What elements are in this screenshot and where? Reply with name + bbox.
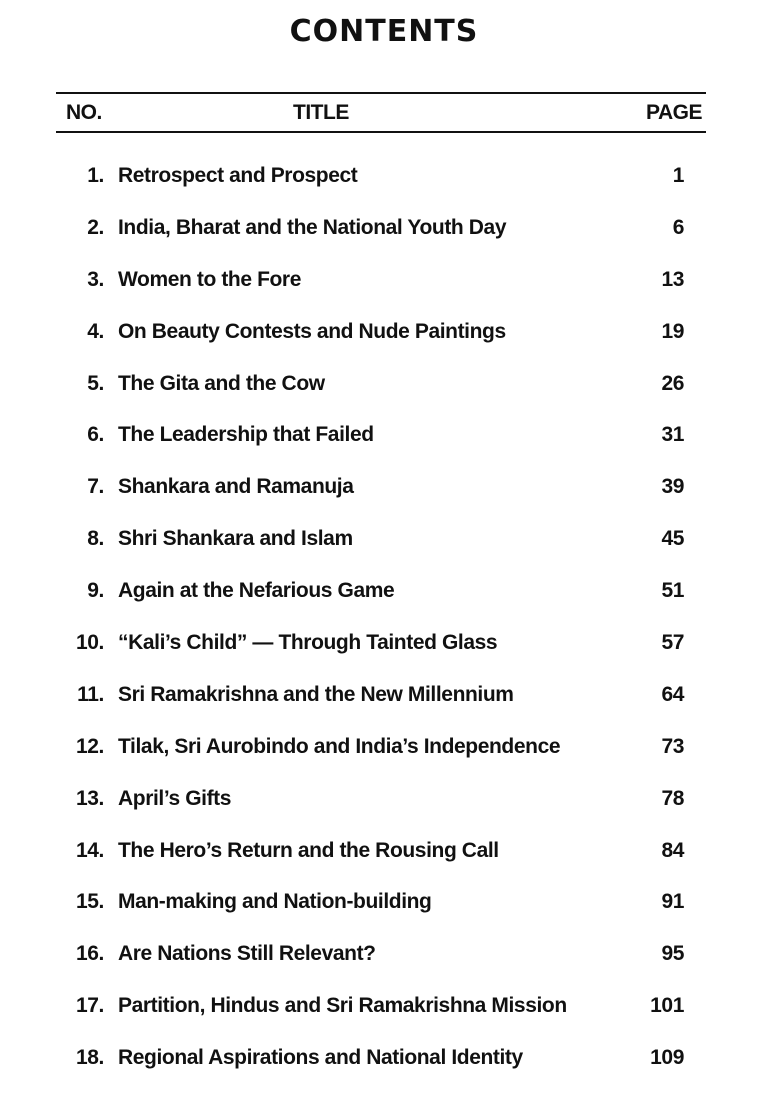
entry-page: 45 bbox=[661, 527, 684, 551]
entry-page: 64 bbox=[661, 682, 684, 706]
entry-title: Man-making and Nation-building bbox=[118, 890, 432, 914]
contents-entry bbox=[0, 419, 780, 471]
header-bottom-rule bbox=[56, 131, 706, 133]
entry-number: 2. bbox=[87, 215, 104, 239]
entry-title: Are Nations Still Relevant? bbox=[118, 942, 376, 966]
entry-page: 39 bbox=[661, 475, 684, 499]
contents-entry bbox=[0, 627, 780, 679]
contents-entry bbox=[0, 679, 780, 731]
header-page: PAGE bbox=[646, 101, 702, 124]
contents-entry bbox=[0, 835, 780, 887]
entry-title: April’s Gifts bbox=[118, 786, 232, 810]
entry-page: 78 bbox=[661, 786, 684, 810]
entry-page: 26 bbox=[661, 371, 684, 395]
entry-page: 95 bbox=[661, 942, 684, 966]
contents-entry bbox=[0, 731, 780, 783]
contents-entry bbox=[0, 886, 780, 938]
contents-entry bbox=[0, 1042, 780, 1094]
entry-page: 6 bbox=[672, 215, 684, 239]
entry-page: 84 bbox=[661, 838, 684, 862]
entry-page: 91 bbox=[661, 890, 684, 914]
entry-title: On Beauty Contests and Nude Paintings bbox=[118, 319, 506, 343]
contents-entry bbox=[0, 575, 780, 627]
entry-number: 13. bbox=[76, 786, 104, 810]
entry-number: 16. bbox=[76, 942, 104, 966]
entry-title: Shri Shankara and Islam bbox=[118, 527, 353, 551]
contents-entry bbox=[0, 990, 780, 1042]
entry-title: Sri Ramakrishna and the New Millennium bbox=[118, 682, 514, 706]
entry-page: 13 bbox=[661, 267, 684, 291]
contents-entry bbox=[0, 471, 780, 523]
entry-number: 5. bbox=[87, 371, 104, 395]
entry-title: The Leadership that Failed bbox=[118, 423, 374, 447]
entry-number: 1. bbox=[87, 164, 104, 187]
header-no: NO. bbox=[66, 101, 102, 124]
entry-page: 31 bbox=[661, 423, 684, 447]
entry-title: “Kali’s Child” — Through Tainted Glass bbox=[118, 631, 498, 655]
contents-entry bbox=[0, 783, 780, 835]
entry-title: Partition, Hindus and Sri Ramakrishna Mission bbox=[118, 994, 567, 1018]
entry-number: 3. bbox=[87, 267, 104, 291]
entry-title: The Gita and the Cow bbox=[118, 371, 325, 395]
entry-page: 109 bbox=[650, 1046, 684, 1070]
contents-entry bbox=[0, 523, 780, 575]
entry-page: 101 bbox=[650, 994, 684, 1018]
entry-number: 11. bbox=[77, 682, 104, 706]
entry-title: Regional Aspirations and National Identity bbox=[118, 1046, 523, 1070]
entry-title: The Hero’s Return and the Rousing Call bbox=[118, 838, 499, 862]
entry-title: Again at the Nefarious Game bbox=[118, 579, 395, 603]
entry-page: 57 bbox=[661, 631, 684, 655]
header-top-rule bbox=[56, 92, 706, 94]
entry-number: 8. bbox=[87, 527, 104, 551]
contents-entry bbox=[0, 368, 780, 420]
entry-number: 10. bbox=[76, 631, 104, 655]
header-title: TITLE bbox=[293, 101, 349, 124]
entry-number: 4. bbox=[87, 319, 104, 343]
entry-page: 73 bbox=[661, 734, 684, 758]
page-title: CONTENTS bbox=[289, 14, 479, 49]
entry-number: 7. bbox=[87, 475, 104, 499]
entry-title: Women to the Fore bbox=[118, 267, 301, 291]
contents-entry bbox=[0, 264, 780, 316]
entry-page: 1 bbox=[672, 164, 684, 187]
entry-number: 6. bbox=[87, 423, 104, 447]
entry-page: 51 bbox=[661, 579, 684, 603]
entry-number: 15. bbox=[76, 890, 104, 914]
contents-list bbox=[0, 160, 780, 1094]
entry-number: 17. bbox=[76, 994, 104, 1018]
entry-number: 14. bbox=[76, 838, 104, 862]
entry-page: 19 bbox=[661, 319, 684, 343]
entry-number: 9. bbox=[87, 579, 104, 603]
entry-number: 12. bbox=[76, 734, 104, 758]
entry-title: India, Bharat and the National Youth Day bbox=[118, 215, 507, 239]
entry-title: Retrospect and Prospect bbox=[118, 164, 358, 187]
entry-number: 18. bbox=[76, 1046, 104, 1070]
entry-title: Tilak, Sri Aurobindo and India’s Independence bbox=[118, 734, 561, 758]
contents-entry bbox=[0, 938, 780, 990]
contents-entry bbox=[0, 316, 780, 368]
entry-title: Shankara and Ramanuja bbox=[118, 475, 354, 499]
table-header bbox=[56, 101, 706, 129]
contents-entry bbox=[0, 212, 780, 264]
contents-entry bbox=[0, 160, 780, 212]
